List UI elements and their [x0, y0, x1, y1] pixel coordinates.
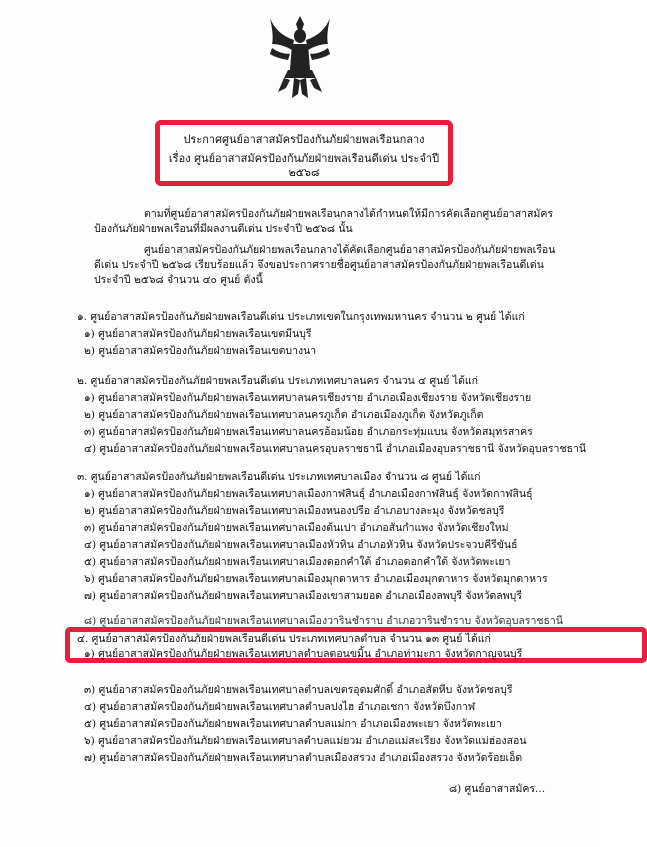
section-heading: ๓. ศูนย์อาสาสมัครป้องกันภัยฝ่ายพลเรือนดีเด่น ประเภทเทศบาลเมือง จำนวน ๘ ศูนย์ ได้แก่ [77, 471, 481, 483]
list-item: ๔) ศูนย์อาสาสมัครป้องกันภัยฝ่ายพลเรือนเทศบาลเมืองหัวหิน อำเภอหัวหิน จังหวัดประจวบคีรีขันธ์ [84, 539, 518, 551]
list-item: ๗) ศูนย์อาสาสมัครป้องกันภัยฝ่ายพลเรือนเทศบาลเมืองเขาสามยอด อำเภอเมืองลพบุรี จังหวัดลพบุรี [84, 590, 522, 602]
list-item: ๓) ศูนย์อาสาสมัครป้องกันภัยฝ่ายพลเรือนเทศบาลนครอ้อมน้อย อำเภอกระทุ่มแบน จังหวัดสมุทรสาคร [84, 426, 533, 438]
intro-paragraph-2: ศูนย์อาสาสมัครป้องกันภัยฝ่ายพลเรือนกลางได้คัดเลือกศูนย์อาสาสมัครป้องกันภัยฝ่ายพลเรือน [144, 244, 556, 256]
list-item: ๑) ศูนย์อาสาสมัครป้องกันภัยฝ่ายพลเรือนเทศบาลตำบลดอนขมิ้น อำเภอท่ามะกา จังหวัดกาญจนบุรี [84, 648, 523, 660]
intro-paragraph-2: ประจำปี ๒๕๖๘ จำนวน ๔๐ ศูนย์ ดังนี้ [94, 274, 263, 286]
section-heading: ๑. ศูนย์อาสาสมัครป้องกันภัยฝ่ายพลเรือนดีเด่น ประเภทเขตในกรุงเทพมหานคร จำนวน ๒ ศูนย์ ได้แก่ [77, 311, 525, 323]
list-item: ๒) ศูนย์อาสาสมัครป้องกันภัยฝ่ายพลเรือนเทศบาลนครภูเก็ต อำเภอเมืองภูเก็ต จังหวัดภูเก็ต [84, 409, 484, 421]
list-item: ๗) ศูนย์อาสาสมัครป้องกันภัยฝ่ายพลเรือนเทศบาลตำบลเมืองสรวง อำเภอเมืองสรวง จังหวัดร้อยเอ็ด [84, 752, 523, 764]
list-item: ๑) ศูนย์อาสาสมัครป้องกันภัยฝ่ายพลเรือนเทศบาลเมืองกาฬสินธุ์ อำเภอเมืองกาฬสินธุ์ จังหวัดกาฬสินธุ์ [84, 488, 533, 500]
intro-paragraph-1: ป้องกันภัยฝ่ายพลเรือนที่มีผลงานดีเด่น ประจำปี ๒๕๖๘ นั้น [94, 223, 353, 235]
list-item: ๓) ศูนย์อาสาสมัครป้องกันภัยฝ่ายพลเรือนเทศบาลเมืองต้นเปา อำเภอสันกำแพง จังหวัดเชียงใหม่ [84, 522, 509, 534]
list-item-cut-off: ๘) ศูนย์อาสาสมัครป้องกันภัยฝ่ายพลเรือนเทศบาลเมืองวารินชำราบ อำเภอวารินชำราบ จังหวัดอุบลราชธานี [84, 615, 563, 627]
announcement-title: ประกาศศูนย์อาสาสมัครป้องกันภัยฝ่ายพลเรือนกลาง [183, 133, 425, 146]
garuda-emblem [268, 14, 332, 102]
list-item: ๖) ศูนย์อาสาสมัครป้องกันภัยฝ่ายพลเรือนเทศบาลตำบลแม่ยวม อำเภอแม่สะเรียง จังหวัดแม่ฮ่องสอน [84, 735, 527, 747]
list-item: ๑) ศูนย์อาสาสมัครป้องกันภัยฝ่ายพลเรือนเทศบาลนครเชียงราย อำเภอเมืองเชียงราย จังหวัดเชียงราย [84, 392, 532, 404]
list-item: ๕) ศูนย์อาสาสมัครป้องกันภัยฝ่ายพลเรือนเทศบาลตำบลแม่กา อำเภอเมืองพะเยา จังหวัดพะเยา [84, 718, 502, 730]
list-item: ๓) ศูนย์อาสาสมัครป้องกันภัยฝ่ายพลเรือนเทศบาลตำบลเขตรอุดมศักดิ์ อำเภอสัตหีบ จังหวัดชลบุรี [84, 684, 513, 696]
intro-paragraph-1: ตามที่ศูนย์อาสาสมัครป้องกันภัยฝ่ายพลเรือนกลางได้กำหนดให้มีการคัดเลือกศูนย์อาสาสมัคร [144, 208, 554, 220]
list-item: ๑) ศูนย์อาสาสมัครป้องกันภัยฝ่ายพลเรือนเขตมีนบุรี [84, 328, 312, 340]
continuation-text: ๘) ศูนย์อาสาสมัคร... [449, 783, 546, 795]
announcement-subject: เรื่อง ศูนย์อาสาสมัครป้องกันภัยฝ่ายพลเรือนดีเด่น ประจำปี ๒๕๖๘ [168, 152, 440, 179]
list-item: ๒) ศูนย์อาสาสมัครป้องกันภัยฝ่ายพลเรือนเขตบางนา [84, 345, 317, 357]
section-heading: ๔. ศูนย์อาสาสมัครป้องกันภัยฝ่ายพลเรือนดีเด่น ประเภทเทศบาลตำบล จำนวน ๑๓ ศูนย์ ได้แก่ [77, 633, 491, 645]
list-item: ๒) ศูนย์อาสาสมัครป้องกันภัยฝ่ายพลเรือนเทศบาลเมืองหนองปรือ อำเภอบางละมุง จังหวัดชลบุรี [84, 505, 505, 517]
intro-paragraph-2: ดีเด่น ประจำปี ๒๕๖๘ เรียบร้อยแล้ว จึงขอประกาศรายชื่อศูนย์อาสาสมัครป้องกันภัยฝ่ายพลเรือนดีเด่น [94, 259, 544, 271]
list-item: ๕) ศูนย์อาสาสมัครป้องกันภัยฝ่ายพลเรือนเทศบาลเมืองดอกคำใต้ อำเภอดอกคำใต้ จังหวัดพะเยา [84, 556, 511, 568]
list-item: ๔) ศูนย์อาสาสมัครป้องกันภัยฝ่ายพลเรือนเทศบาลนครอุบลราชธานี อำเภอเมืองอุบลราชธานี จังหวัดอุบลราชธานี [84, 443, 587, 455]
list-item: ๔) ศูนย์อาสาสมัครป้องกันภัยฝ่ายพลเรือนเทศบาลตำบลปงไฮ อำเภอเชกา จังหวัดบึงกาฬ [84, 701, 476, 713]
section-heading: ๒. ศูนย์อาสาสมัครป้องกันภัยฝ่ายพลเรือนดีเด่น ประเภทเทศบาลนคร จำนวน ๔ ศูนย์ ได้แก่ [77, 375, 479, 387]
list-item: ๖) ศูนย์อาสาสมัครป้องกันภัยฝ่ายพลเรือนเทศบาลเมืองมุกดาหาร อำเภอเมืองมุกดาหาร จังหวัดมุกดาหาร [84, 573, 548, 585]
